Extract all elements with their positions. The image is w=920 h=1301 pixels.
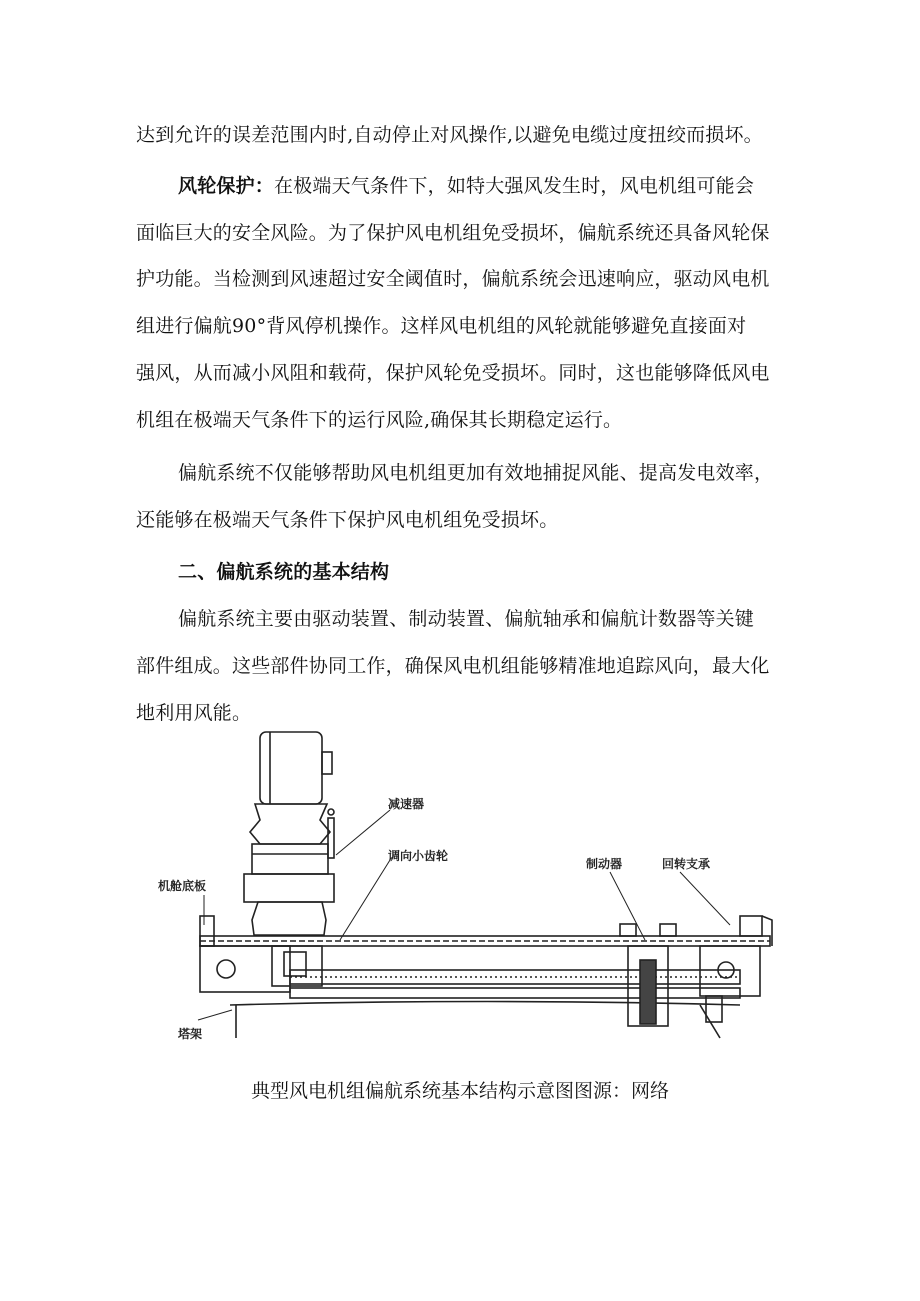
paragraph-line: 护功能。当检测到风速超过安全阈值时，偏航系统会迅速响应，驱动风电机 xyxy=(136,268,770,290)
paragraph-line: 偏航系统主要由驱动装置、制动装置、偏航轴承和偏航计数器等关键 xyxy=(178,608,755,630)
label-tower: 塔架 xyxy=(178,1027,203,1041)
figure-caption: 典型风电机组偏航系统基本结构示意图图源：网络 xyxy=(250,1080,669,1102)
paragraph-line: 地利用风能。 xyxy=(136,702,252,724)
section-heading: 二、偏航系统的基本结构 xyxy=(178,561,390,583)
paragraph-line: 面临巨大的安全风险。为了保护风电机组免受损坏，偏航系统还具备风轮保 xyxy=(136,222,770,244)
reducer-base xyxy=(252,902,326,935)
paragraph-line: 还能够在极端天气条件下保护风电机组免受损坏。 xyxy=(136,509,559,531)
paragraph-line: 达到允许的误差范围内时,自动停止对风操作,以避免电缆过度扭绞而损坏。 xyxy=(136,124,763,146)
paragraph-line: 偏航系统不仅能够帮助风电机组更加有效地捕捉风能、提高发电效率， xyxy=(178,462,774,484)
reducer-lower xyxy=(244,874,334,902)
reducer-middle xyxy=(252,844,328,874)
rotor-protection-title: 风轮保护： xyxy=(178,175,275,197)
paragraph-line: 部件组成。这些部件协同工作，确保风电机组能够精准地追踪风向，最大化 xyxy=(136,655,770,677)
paragraph-line xyxy=(178,163,798,209)
label-nacelle-base: 机舱底板 xyxy=(158,879,207,893)
paragraph-line: 组进行偏航90°背风停机操作。这样风电机组的风轮就能够避免直接面对 xyxy=(136,315,747,337)
paragraph-line: 强风，从而减小风阻和载荷，保护风轮免受损坏。同时，这也能够降低风电 xyxy=(136,362,770,384)
paragraph-text: 在极端天气条件下，如特大强风发生时，风电机组可能会 xyxy=(274,175,755,197)
left-bearing-block xyxy=(200,946,290,992)
label-slewing-bearing: 回转支承 xyxy=(662,857,711,871)
yaw-system-drawing xyxy=(140,720,780,1065)
reducer-upper xyxy=(250,804,330,844)
motor-terminal-box xyxy=(322,752,332,774)
paragraph-line: 机组在极端天气条件下的运行风险,确保其长期稳定运行。 xyxy=(136,409,623,431)
label-yaw-pinion: 调向小齿轮 xyxy=(388,849,449,863)
label-reducer: 减速器 xyxy=(388,797,425,811)
yaw-system-diagram xyxy=(140,720,780,1065)
label-brake: 制动器 xyxy=(586,857,623,871)
